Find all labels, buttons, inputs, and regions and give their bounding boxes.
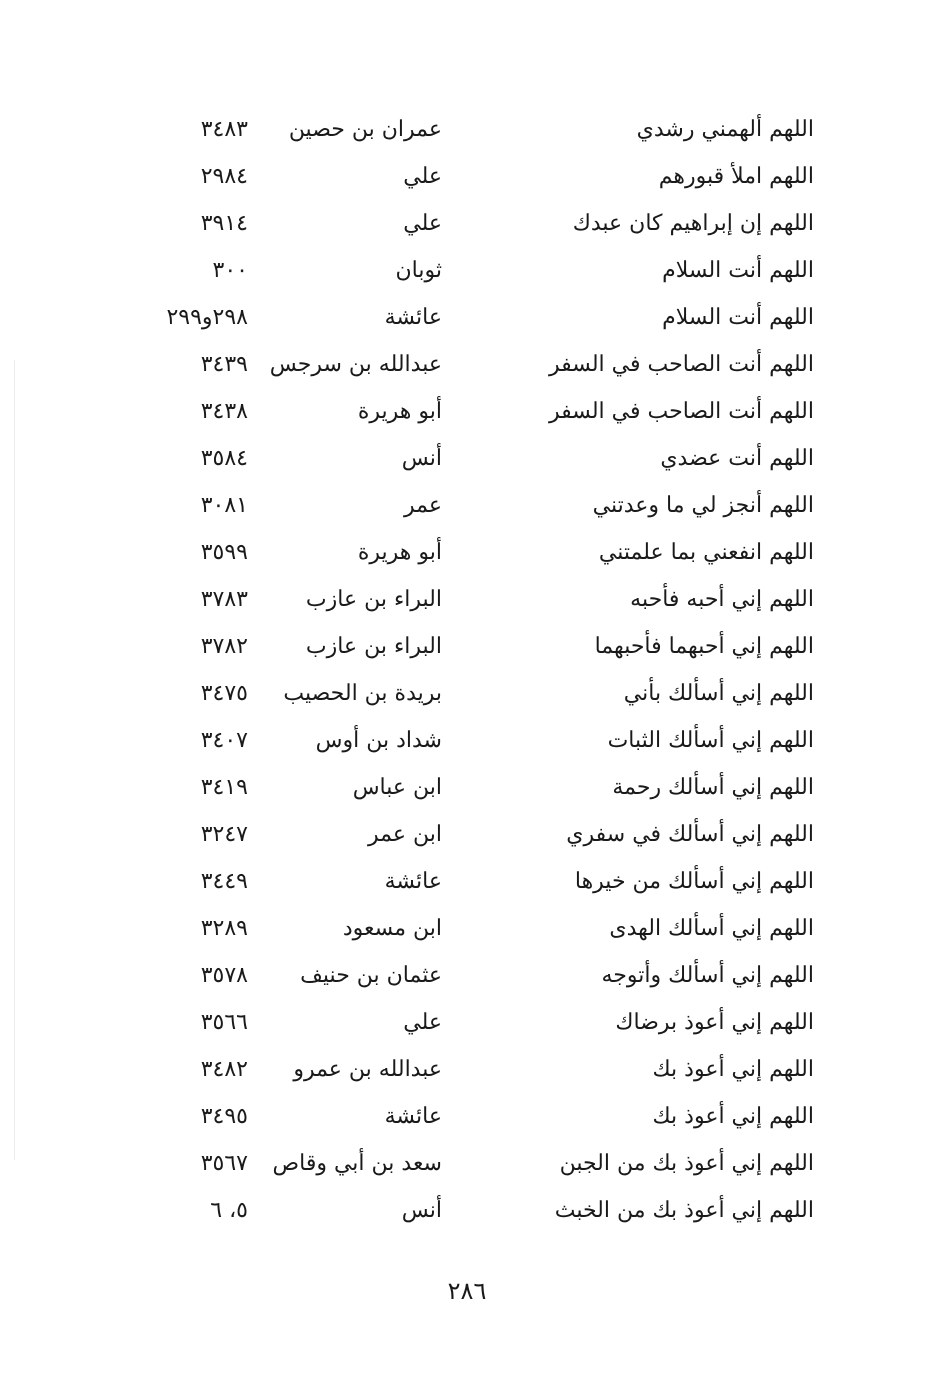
index-row xyxy=(0,1188,934,1235)
hadith-reference-number: ٣٤١٩ xyxy=(200,775,248,800)
hadith-opening-phrase: اللهم إني أعوذ بك xyxy=(652,1104,814,1129)
index-row xyxy=(0,1047,934,1094)
index-row xyxy=(0,859,934,906)
hadith-opening-phrase: اللهم إني أسألك من خيرها xyxy=(574,869,814,894)
hadith-opening-phrase: اللهم إني أعوذ بك xyxy=(652,1057,814,1082)
narrator-name: ابن عمر xyxy=(368,822,442,847)
hadith-reference-number: ٣٤٩٥ xyxy=(200,1104,248,1129)
hadith-reference-number: ٣٤٤٩ xyxy=(200,869,248,894)
index-row xyxy=(0,342,934,389)
hadith-opening-phrase: اللهم إني أحبهما فأحبهما xyxy=(594,634,814,659)
index-row xyxy=(0,1094,934,1141)
hadith-opening-phrase: اللهم إني أعوذ برضاك xyxy=(615,1010,814,1035)
hadith-opening-phrase: اللهم إني أعوذ بك من الخبث xyxy=(554,1198,814,1223)
hadith-opening-phrase: اللهم إني أسألك بأني xyxy=(623,681,814,706)
narrator-name: عائشة xyxy=(384,869,442,894)
hadith-opening-phrase: اللهم إني أسألك رحمة xyxy=(612,775,814,800)
narrator-name: أبو هريرة xyxy=(357,399,442,424)
narrator-name: عثمان بن حنيف xyxy=(300,963,442,988)
index-row xyxy=(0,765,934,812)
hadith-reference-number: ٢٩٨٤ xyxy=(200,164,248,189)
hadith-reference-number: ٣٤٨٣ xyxy=(200,117,248,142)
narrator-name: شداد بن أوس xyxy=(315,728,442,753)
hadith-opening-phrase: اللهم إن إبراهيم كان عبدك xyxy=(572,211,814,236)
index-row xyxy=(0,812,934,859)
hadith-opening-phrase: اللهم أنجز لي ما وعدتني xyxy=(592,493,814,518)
index-row xyxy=(0,154,934,201)
hadith-opening-phrase: اللهم إني أسألك الهدى xyxy=(609,916,814,941)
hadith-reference-number: ٣٤٧٥ xyxy=(200,681,248,706)
index-row xyxy=(0,718,934,765)
narrator-name: عائشة xyxy=(384,305,442,330)
narrator-name: عبدالله بن عمرو xyxy=(293,1057,442,1082)
hadith-reference-number: ٣٥٦٦ xyxy=(200,1010,248,1035)
hadith-opening-phrase: اللهم انفعني بما علمتني xyxy=(598,540,814,565)
narrator-name: علي xyxy=(403,164,442,189)
narrator-name: أنس xyxy=(401,446,442,471)
hadith-reference-number: ٣٤٣٩ xyxy=(200,352,248,377)
index-row xyxy=(0,671,934,718)
narrator-name: أبو هريرة xyxy=(357,540,442,565)
page-number: ٢٨٦ xyxy=(447,1277,487,1305)
index-row xyxy=(0,1141,934,1188)
hadith-opening-phrase: اللهم أنت السلام xyxy=(662,305,814,330)
narrator-name: عمر xyxy=(404,493,442,518)
index-row xyxy=(0,953,934,1000)
hadith-reference-number: ٢٩٨و٢٩٩ xyxy=(166,305,248,330)
index-row xyxy=(0,530,934,577)
narrator-name: ابن مسعود xyxy=(342,916,442,941)
index-row xyxy=(0,1000,934,1047)
hadith-reference-number: ٣٩١٤ xyxy=(200,211,248,236)
narrator-name: علي xyxy=(403,1010,442,1035)
narrator-name: بريدة بن الحصيب xyxy=(283,681,442,706)
index-row xyxy=(0,389,934,436)
hadith-reference-number: ٣٤٠٧ xyxy=(200,728,248,753)
hadith-reference-number: ٣٥٩٩ xyxy=(200,540,248,565)
hadith-reference-number: ٣٠٨١ xyxy=(200,493,248,518)
narrator-name: علي xyxy=(403,211,442,236)
hadith-reference-number: ٣٤٨٢ xyxy=(200,1057,248,1082)
hadith-opening-phrase: اللهم ألهمني رشدي xyxy=(636,117,814,142)
hadith-reference-number: ٥، ٦ xyxy=(210,1198,248,1223)
index-row xyxy=(0,295,934,342)
hadith-index-list xyxy=(0,107,934,1235)
hadith-opening-phrase: اللهم إني أحبه فأحبه xyxy=(630,587,814,612)
index-row xyxy=(0,577,934,624)
index-row xyxy=(0,201,934,248)
hadith-opening-phrase: اللهم إني أسألك في سفري xyxy=(566,822,814,847)
narrator-name: سعد بن أبي وقاص xyxy=(272,1151,442,1176)
hadith-reference-number: ٣٥٧٨ xyxy=(200,963,248,988)
hadith-opening-phrase: اللهم املأ قبورهم xyxy=(658,164,814,189)
hadith-opening-phrase: اللهم إني أسألك الثبات xyxy=(607,728,814,753)
index-row xyxy=(0,107,934,154)
hadith-reference-number: ٣٤٣٨ xyxy=(200,399,248,424)
hadith-reference-number: ٣٢٨٩ xyxy=(200,916,248,941)
hadith-opening-phrase: اللهم إني أعوذ بك من الجبن xyxy=(559,1151,814,1176)
index-row xyxy=(0,248,934,295)
hadith-opening-phrase: اللهم أنت عضدي xyxy=(660,446,814,471)
index-row xyxy=(0,624,934,671)
hadith-reference-number: ٣٥٦٧ xyxy=(200,1151,248,1176)
hadith-opening-phrase: اللهم أنت الصاحب في السفر xyxy=(548,352,814,377)
narrator-name: ثوبان xyxy=(395,258,442,283)
narrator-name: أنس xyxy=(401,1198,442,1223)
hadith-opening-phrase: اللهم إني أسألك وأتوجه xyxy=(601,963,814,988)
narrator-name: عائشة xyxy=(384,1104,442,1129)
narrator-name: البراء بن عازب xyxy=(305,634,442,659)
hadith-reference-number: ٣٧٨٢ xyxy=(200,634,248,659)
narrator-name: البراء بن عازب xyxy=(305,587,442,612)
hadith-reference-number: ٣٧٨٣ xyxy=(200,587,248,612)
index-row xyxy=(0,436,934,483)
narrator-name: عمران بن حصين xyxy=(288,117,442,142)
hadith-opening-phrase: اللهم أنت الصاحب في السفر xyxy=(548,399,814,424)
narrator-name: عبدالله بن سرجس xyxy=(269,352,442,377)
index-row xyxy=(0,906,934,953)
hadith-opening-phrase: اللهم أنت السلام xyxy=(662,258,814,283)
hadith-reference-number: ٣٢٤٧ xyxy=(200,822,248,847)
narrator-name: ابن عباس xyxy=(352,775,442,800)
hadith-reference-number: ٣٠٠ xyxy=(212,258,248,283)
index-row xyxy=(0,483,934,530)
hadith-reference-number: ٣٥٨٤ xyxy=(200,446,248,471)
